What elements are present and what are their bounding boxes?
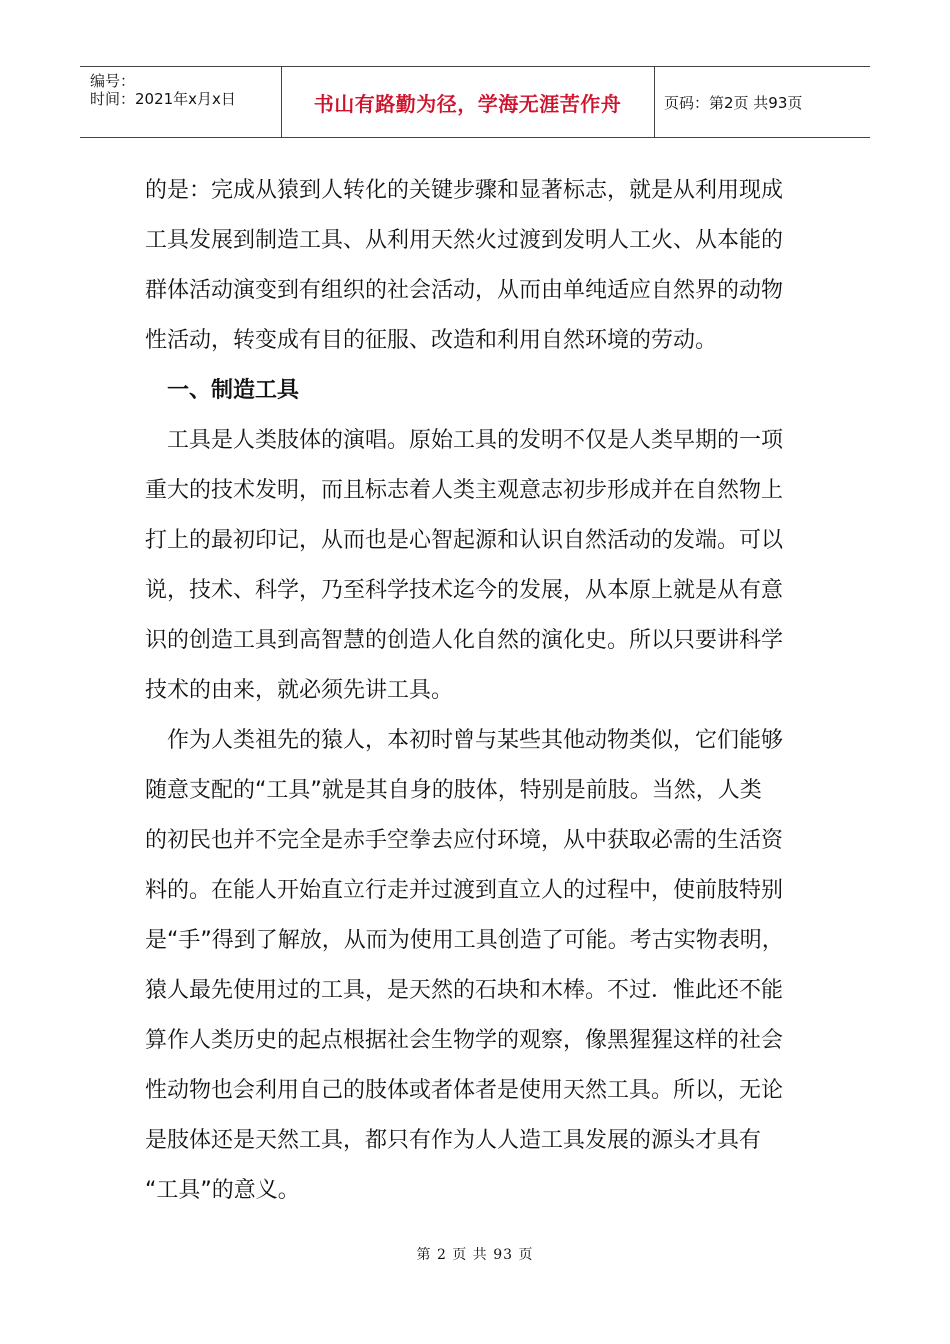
body-line: 的初民也并不完全是赤手空拳去应付环境，从中获取必需的生活资 [145,828,784,853]
document-number-label: 编号： [90,72,136,90]
body-line: 性动物也会利用自己的肢体或者体者是使用天然工具。所以，无论 [145,1078,784,1103]
header-motto: 书山有路勤为径，学海无涯苦作舟 [313,91,622,116]
body-line: 重大的技术发明，而且标志着人类主观意志初步形成并在自然物上 [145,478,784,503]
body-line: 作为人类祖先的猿人，本初时曾与某些其他动物类似，它们能够 [145,728,784,753]
section-heading: 一、制造工具 [145,378,300,403]
body-line: 料的。在能人开始直立行走并过渡到直立人的过程中，使前肢特别 [145,878,784,903]
body-line: 群体活动演变到有组织的社会活动，从而由单纯适应自然界的动物 [145,278,784,303]
header-page-code: 页码：第2页 共93页 [664,94,803,112]
body-line: 技术的由来，就必须先讲工具。 [145,678,454,703]
body-line: “工具”的意义。 [145,1178,300,1203]
body-line: 识的创造工具到高智慧的创造人化自然的演化史。所以只要讲科学 [145,628,784,653]
body-line: 打上的最初印记，从而也是心智起源和认识自然活动的发端。可以 [145,528,784,553]
page-header [80,66,870,138]
body-line: 的是：完成从猿到人转化的关键步骤和显著标志，就是从利用现成 [145,178,784,203]
body-line: 算作人类历史的起点根据社会生物学的观察，像黑猩猩这样的社会 [145,1028,784,1053]
body-line: 工具发展到制造工具、从利用天然火过渡到发明人工火、从本能的 [145,228,784,253]
body-line: 随意支配的“工具”就是其自身的肢体，特别是前肢。当然，人类 [145,778,762,803]
document-date-label: 时间：2021年x月x日 [90,90,236,108]
body-line: 工具是人类肢体的演唱。原始工具的发明不仅是人类早期的一项 [145,428,784,453]
page-footer: 第 2 页 共 93 页 [416,1247,534,1263]
document-body [145,166,815,1216]
body-line: 是“手”得到了解放，从而为使用工具创造了可能。考古实物表明， [145,928,784,953]
header-divider [654,67,655,137]
body-line: 性活动，转变成有目的征服、改造和利用自然环境的劳动。 [145,328,718,353]
body-line: 是肢体还是天然工具，都只有作为人人造工具发展的源头才具有 [145,1128,762,1153]
body-line: 猿人最先使用过的工具，是天然的石块和木棒。不过．惟此还不能 [145,978,784,1003]
body-line: 说，技术、科学，乃至科学技术迄今的发展，从本原上就是从有意 [145,578,784,603]
